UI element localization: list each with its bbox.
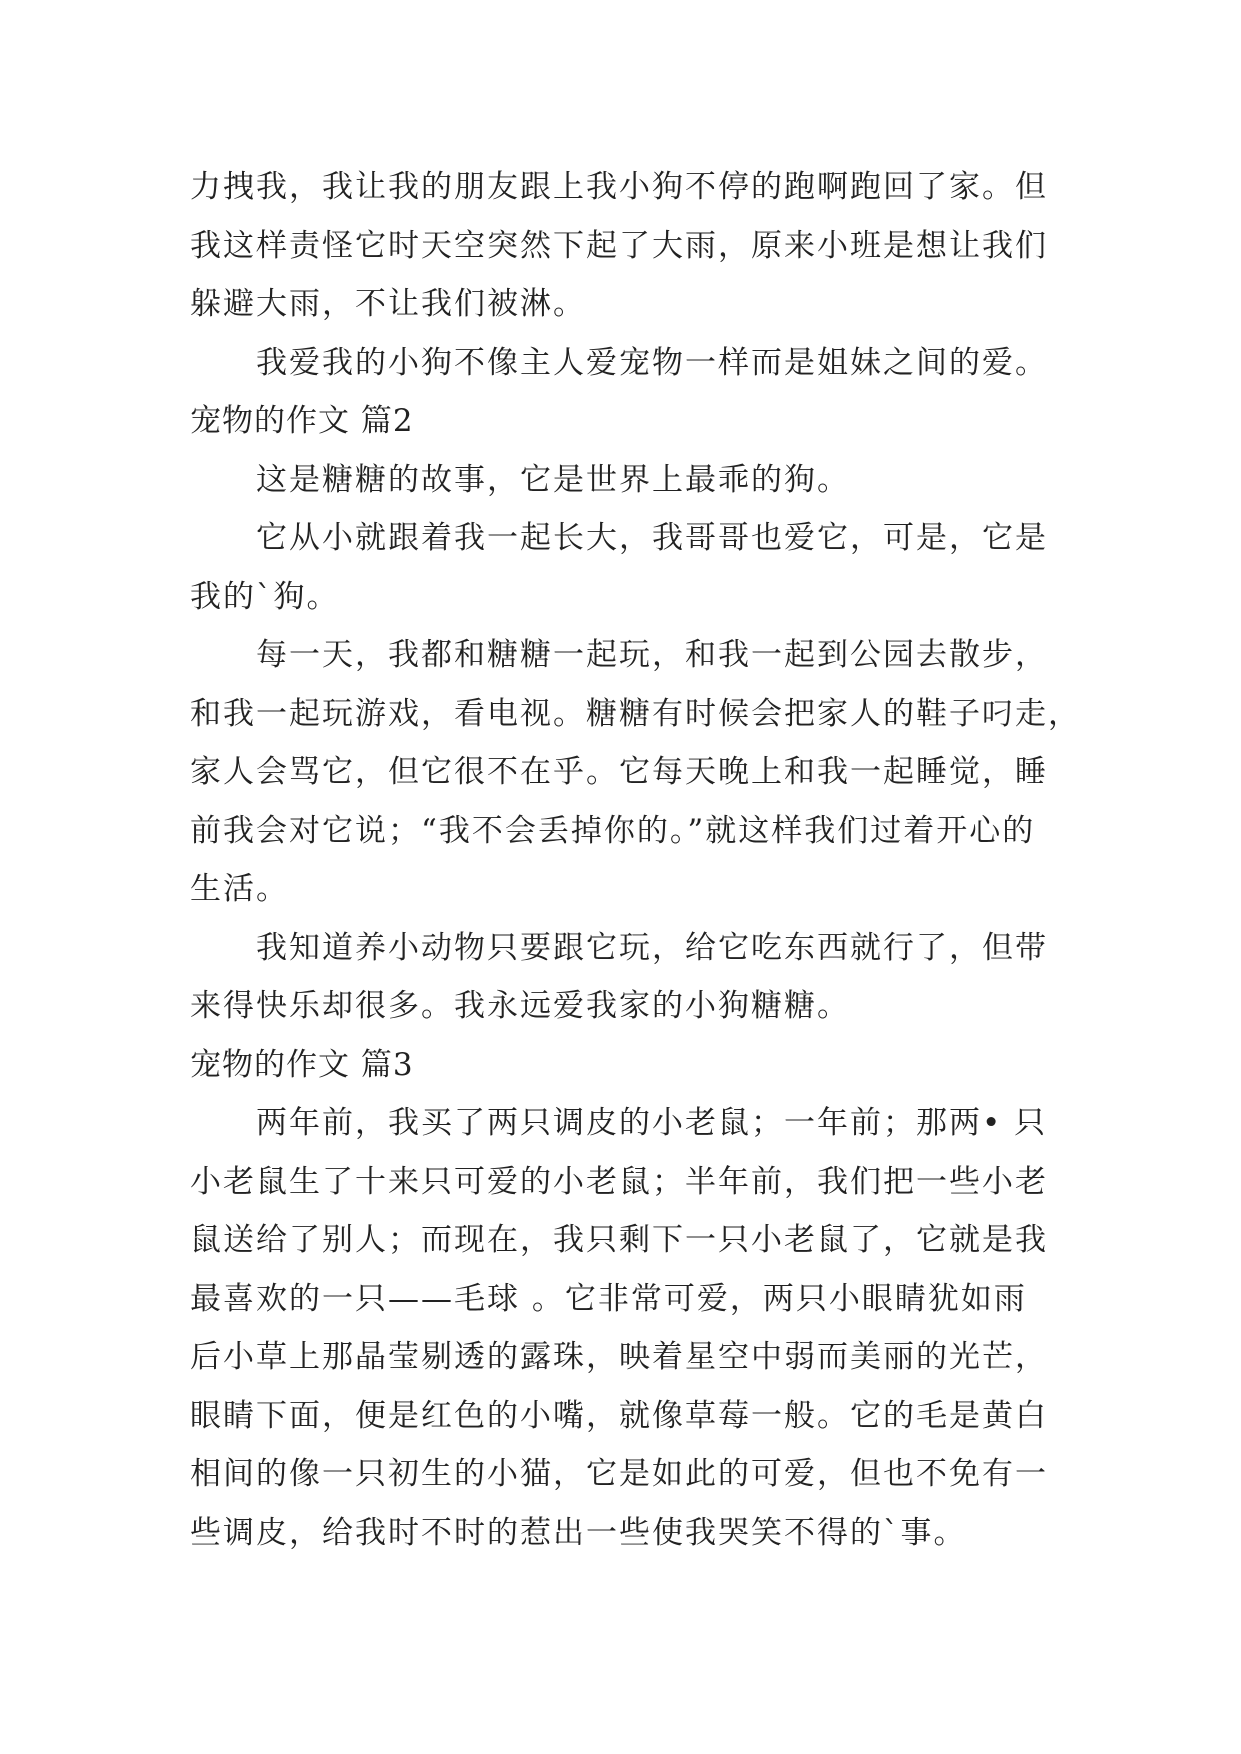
text-line: 小老鼠生了十来只可爱的小老鼠；半年前，我们把一些小老 <box>190 1163 1048 1200</box>
text-line: 些调皮，给我时不时的惹出一些使我哭笑不得的`事。 <box>190 1514 967 1551</box>
essay-text <box>190 158 1081 1562</box>
text-line: 我的`狗。 <box>190 578 340 615</box>
text-line: 和我一起玩游戏，看电视。糖糖有时候会把家人的鞋子叼走， <box>190 695 1081 732</box>
text-line: 躲避大雨，不让我们被淋。 <box>190 286 586 322</box>
text-line: 后小草上那晶莹剔透的露珠，映着星空中弱而美丽的光芒， <box>190 1339 1048 1375</box>
text-line: 眼睛下面，便是红色的小嘴，就像草莓一般。它的毛是黄白 <box>190 1397 1048 1434</box>
text-line: 两年前，我买了两只调皮的小老鼠；一年前；那两• 只 <box>256 1105 1048 1141</box>
text-line: 家人会骂它，但它很不在乎。它每天晚上和我一起睡觉，睡 <box>190 754 1048 790</box>
section-heading: 宠物的作文 篇3 <box>190 1046 414 1083</box>
text-line: 最喜欢的一只——毛球 。它非常可爱，两只小眼睛犹如雨 <box>190 1280 1027 1317</box>
text-line: 生活。 <box>190 871 289 907</box>
text-line: 鼠送给了别人；而现在，我只剩下一只小老鼠了，它就是我 <box>190 1222 1048 1258</box>
text-line: 它从小就跟着我一起长大，我哥哥也爱它，可是，它是 <box>256 520 1048 556</box>
text-line: 前我会对它说；“我不会丢掉你的。”就这样我们过着开心的 <box>190 812 1036 849</box>
text-line: 每一天，我都和糖糖一起玩，和我一起到公园去散步， <box>256 637 1048 673</box>
text-line: 我知道养小动物只要跟它玩，给它吃东西就行了，但带 <box>256 929 1048 966</box>
text-line: 力拽我，我让我的朋友跟上我小狗不停的跑啊跑回了家。但 <box>190 169 1048 205</box>
text-line: 我爱我的小狗不像主人爱宠物一样而是姐妹之间的爱。 <box>256 344 1048 381</box>
text-line: 来得快乐却很多。我永远爱我家的小狗糖糖。 <box>190 988 850 1024</box>
section-heading: 宠物的作文 篇2 <box>190 403 414 439</box>
text-line: 相间的像一只初生的小猫，它是如此的可爱，但也不免有一 <box>190 1456 1048 1492</box>
text-line: 我这样责怪它时天空突然下起了大雨，原来小班是想让我们 <box>190 227 1048 264</box>
text-line: 这是糖糖的故事，它是世界上最乖的狗。 <box>256 461 850 498</box>
